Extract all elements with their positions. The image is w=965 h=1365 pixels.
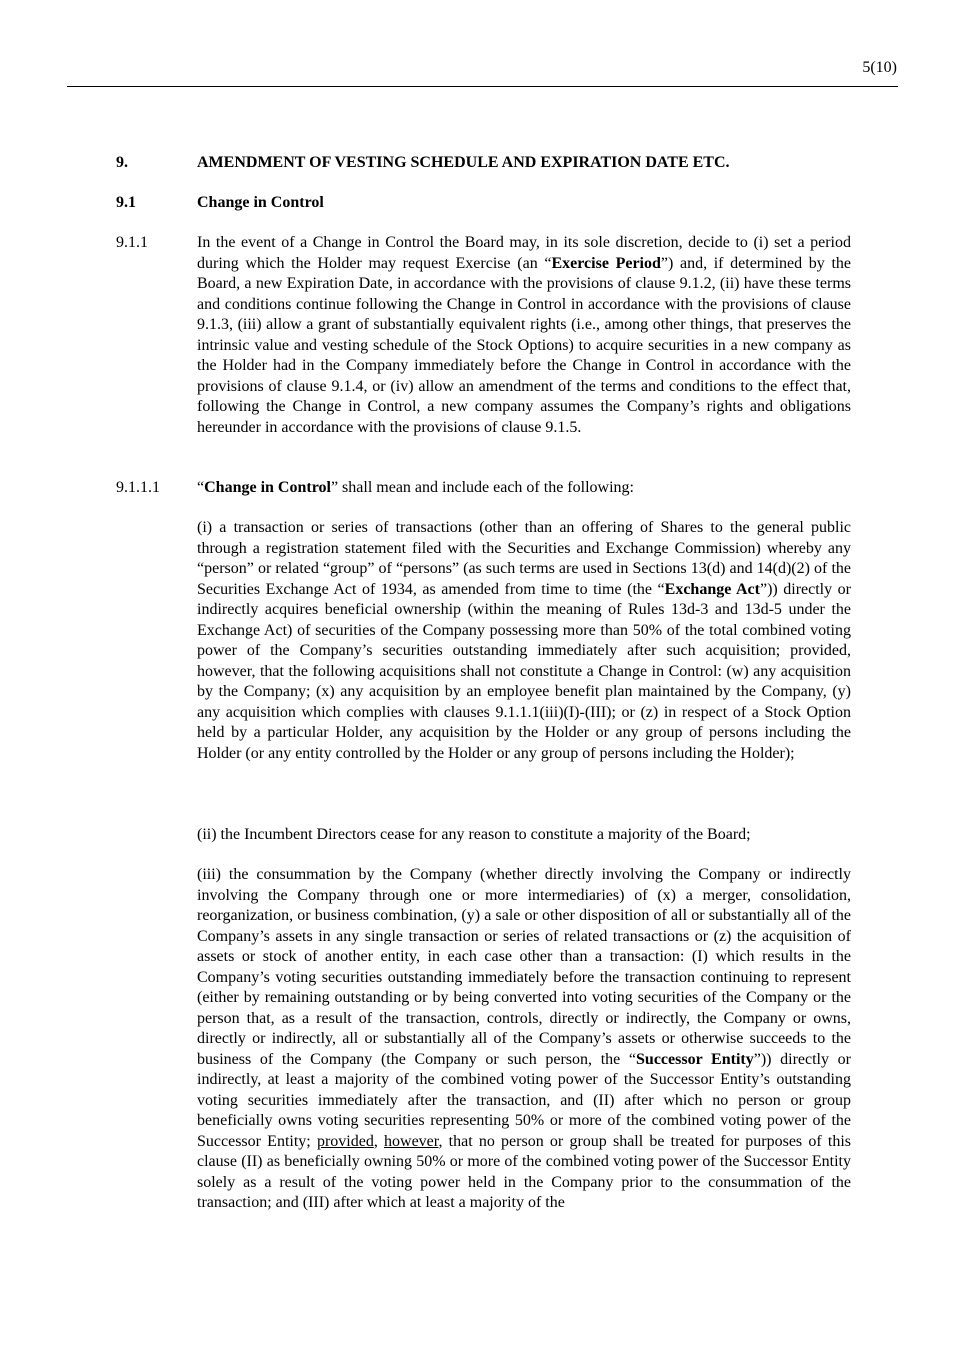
underlined-however: however	[384, 1132, 439, 1150]
defined-term-change-in-control: Change in Control	[204, 479, 331, 496]
subsection-number: 9.1	[116, 194, 136, 211]
item-text: , that no person or group shall be treated for purposes of this clause (II) as beneficially owning 50% or more of the combined voting power of the Successor Entity solely as a result of the voting power held in the Company prior to the consummation of the transaction; and (III) after which at least a majority of the	[197, 1132, 851, 1211]
section-title: AMENDMENT OF VESTING SCHEDULE AND EXPIRATION DATE ETC.	[197, 154, 730, 171]
defined-term-successor-entity: Successor Entity	[636, 1050, 754, 1068]
defined-term-exercise-period: Exercise Period	[551, 254, 661, 272]
clause-number: 9.1.1.1	[116, 479, 160, 496]
item-text: (i) a transaction or series of transactions (other than an offering of Shares to the general public through a registration statement filed with the Securities and Exchange Commission) whereby any “person” or related “group” of “persons” (as such terms are used in Sections 13(d) and 14(d)(2) of the Securities Exchange Act of 1934, as amended from time to time (the “	[197, 519, 851, 598]
clause-text: In the event of a Change in Control the Board may, in its sole discretion, decide to (i) set a period during which the Holder may request Exercise (an “	[197, 234, 851, 272]
item-text: (ii) the Incumbent Directors cease for any reason to constitute a majority of the Board;	[197, 826, 751, 843]
item-text: (iii) the consummation by the Company (whether directly involving the Company or indirectly involving the Company through one or more intermediaries) of (x) a merger, consolidation, reorganization, or business combination, (y) a sale or other disposition of all or substantially all of the Company’s assets in any single transaction or series of related transactions or (z) the acquisition of assets or stock of another entity, in each case other than a transaction: (I) which results in the Company’s voting securities outstanding immediately before the transaction continuing to represent (either by remaining outstanding or by being converted into voting securities of the Company or the person that, as a result of the transaction, controls, directly or indirectly, the Company or owns, directly or indirectly, all or substantially all of the Company’s assets or otherwise succeeds to the business of the Company (the Company or such person, the “	[197, 866, 851, 1068]
clause-body	[197, 233, 851, 438]
clause-text: “	[197, 479, 205, 496]
underlined-provided: provided	[316, 1132, 374, 1150]
page-number: 5(10)	[862, 59, 897, 76]
item-ii	[197, 825, 851, 846]
item-text: ”)) directly or indirectly acquires beneficial ownership (within the meaning of Rules 13d-3 and 13d-5 under the Exchange Act) of securities of the Company possessing more than 50% of the total combined voting power of the Company’s securities outstanding immediately after such acquisition; provided, however, that the following acquisitions shall not constitute a Change in Control: (w) any acquisition by the Company; (x) any acquisition by an employee benefit plan maintained by the Company, (y) any acquisition which complies with clauses 9.1.1.1(iii)(I)-(III); or (z) in respect of a Stock Option held by a particular Holder, any acquisition by the Holder or any group of persons including the Holder (or any entity controlled by the Holder or any group of persons including the Holder);	[197, 580, 851, 762]
header-rule	[67, 86, 898, 87]
clause-text: ”) and, if determined by the Board, a new Expiration Date, in accordance with the provisions of clause 9.1.2, (ii) have these terms and conditions continue following the Change in Control in accordance with the provisions of clause 9.1.3, (iii) allow a grant of substantially equivalent rights (i.e., among other things, that preserves the intrinsic value and vesting schedule of the Stock Options) to acquire securities in a new company as the Holder had in the Company immediately before the Change in Control in accordance with the provisions of clause 9.1.4, or (iv) allow an amendment of the terms and conditions to the effect that, following the Change in Control, a new company assumes the Company’s rights and obligations hereunder in accordance with the provisions of clause 9.1.5.	[197, 254, 851, 436]
item-i	[197, 518, 851, 764]
clause-number: 9.1.1	[116, 234, 148, 251]
item-text: ,	[373, 1132, 385, 1150]
defined-term-exchange-act: Exchange Act	[664, 580, 760, 598]
item-iii	[197, 865, 851, 1214]
item-text: ”)) directly or indirectly, at least a majority of the combined voting power of the Successor Entity’s outstanding voting securities immediately after the transaction, and (II) after which no person or group beneficially owns voting securities representing 50% or more of the combined voting power of the Successor Entity;	[197, 1050, 851, 1150]
subsection-title: Change in Control	[197, 194, 324, 211]
clause-body	[197, 478, 851, 499]
clause-9-1-1	[116, 233, 851, 438]
clause-9-1-1-1	[116, 478, 851, 499]
clause-text: ” shall mean and include each of the following:	[330, 479, 634, 496]
section-number: 9.	[116, 154, 128, 171]
